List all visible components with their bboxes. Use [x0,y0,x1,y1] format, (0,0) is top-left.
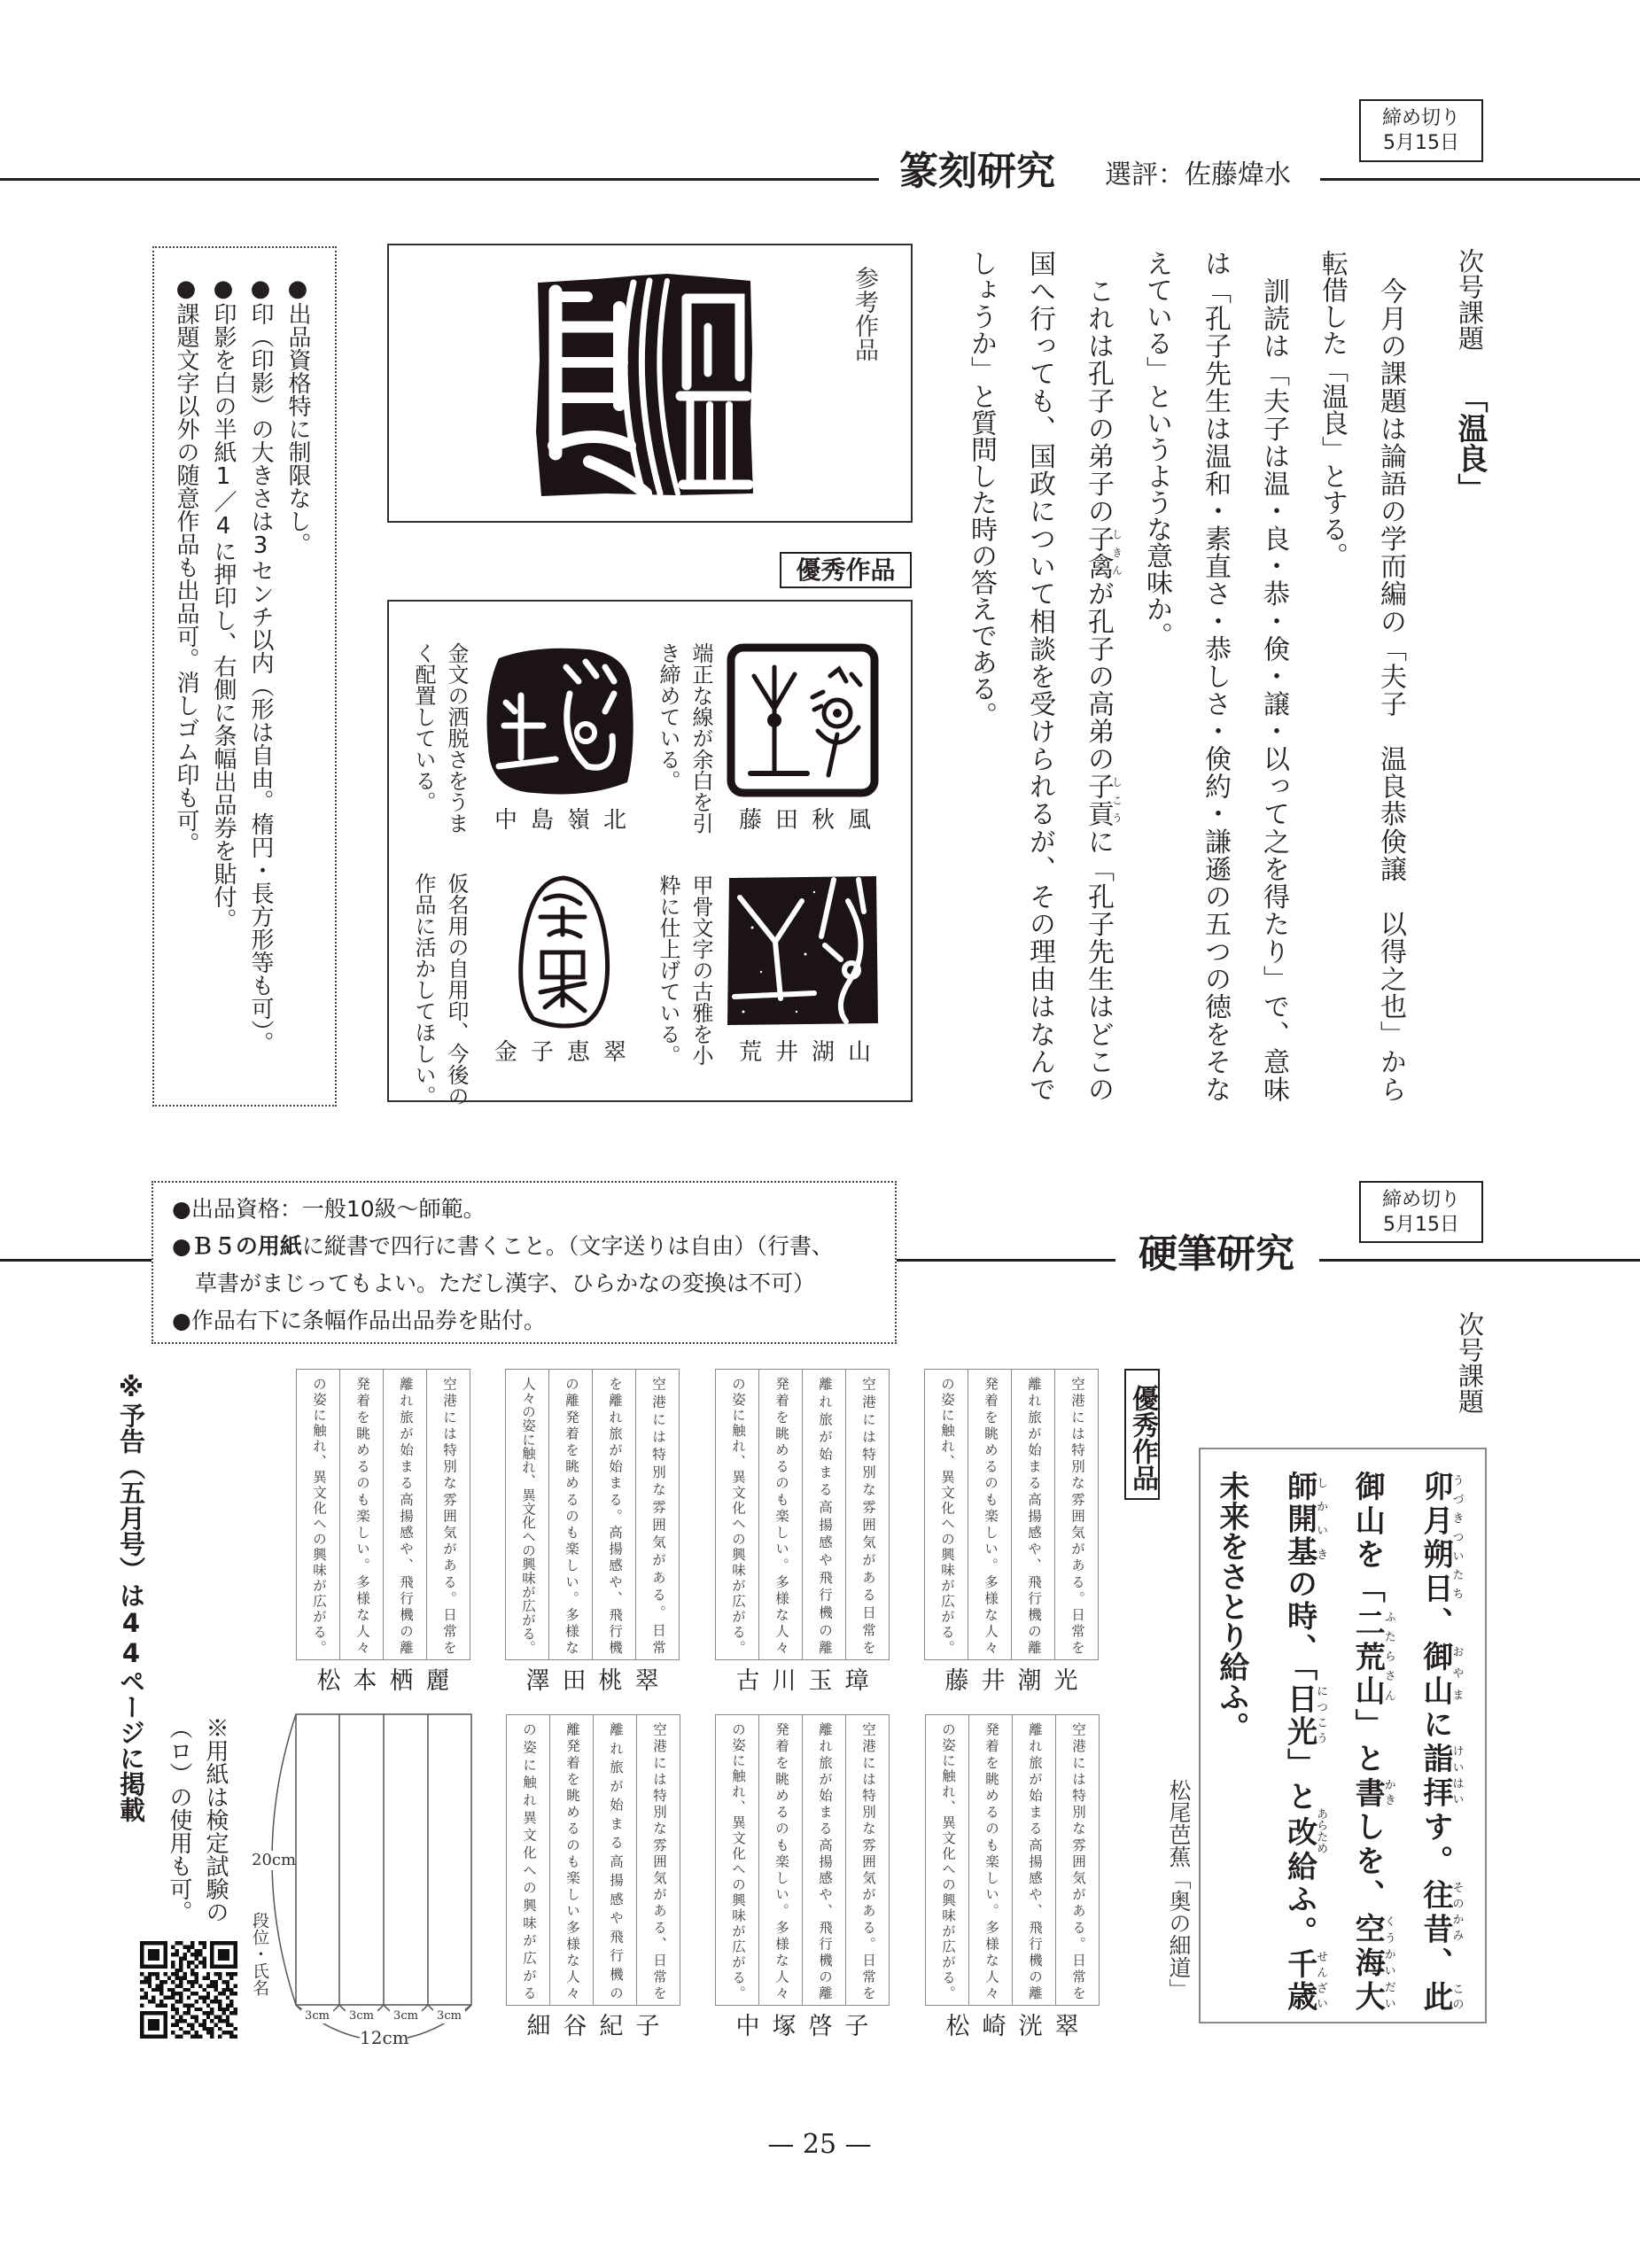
ruby-reading: しきん [1110,524,1123,579]
text-segment: 」と [1281,1748,1317,1814]
ruby-reading: につこう [1314,1682,1328,1746]
requirement-continuation: 草書がまじってもよい。ただし漢字、ひらかなの変換は不可） [195,1270,816,1296]
page-number-dash: — [767,2129,795,2160]
section-title-tenkoku: 篆刻研究 [899,149,1055,194]
work-author: 松崎洸翠 [945,2013,1092,2040]
requirement-item: ●出品資格特に制限なし。 [284,276,311,555]
ruby-reading: うづきついたち [1450,1471,1464,1604]
kohitsu-deadline-box [1359,1181,1483,1243]
ruby-reading: この [1450,1981,1464,2012]
deadline-label: 締め切り [1381,1189,1460,1211]
poem-line [1197,1471,1265,2011]
ruby-reading: あらため [1314,1807,1328,1854]
work-author: 藤田秋風 [739,807,885,834]
handwritten-line: 発着を眺めるのも楽しい。多様な人々 [968,1715,1012,2005]
work-author: 荒井湖山 [739,1039,885,1066]
ruby-reading: おやま [1450,1641,1464,1705]
work-sheet [506,1714,680,2006]
ruby-reading: せんざい [1314,1948,1328,2011]
text-segment: 」と [1349,1708,1386,1777]
ruby-word [1349,1606,1395,1709]
handwritten-line: の姿に触れ、異文化への興味が広がる。 [940,1722,956,2000]
section-rule-left [0,178,879,181]
page-number [731,2131,908,2159]
ruby-word [1418,1743,1464,1812]
comment-line: 端正な線が余白を引 [688,642,713,834]
tenkoku-deadline-box [1359,99,1483,162]
reference-work-box [387,244,913,523]
handwritten-line: 空港には特別な雰囲気がある、日常を [636,1715,680,2005]
ruby-reading: しかいき [1314,1471,1328,1566]
description-line: は「孔子先生は温和・素直さ・恭しさ・倹約・謙遜の五つの徳をそな [1200,250,1231,1102]
judge-credit: 選評：佐藤煒水 [1105,159,1291,190]
work-comment [651,874,717,1096]
seal-impression-kaneko-icon [514,873,614,1029]
handwritten-line: 空港には特別な雰囲気がある。日常 [635,1370,679,1659]
requirement-item: ●印（印影）の大きさは3センチ以内（形は自由。楕円・長方形等も可）。 [247,276,274,1054]
ruby-reading: しこう [1110,773,1123,827]
work-comment [407,873,472,1105]
diagram-column-width-label: 3cm [390,2009,422,2023]
work-sheet [715,1369,890,1660]
next-topic-label: 次号課題 [1455,248,1485,351]
ruby-base: 御山 [1418,1641,1453,1709]
description-line: 訓読は「夫子は温・良・恭・倹・譲・以って之を得たり」で、意味 [1258,250,1289,1102]
text-segment: 、 [1418,1946,1453,1982]
comment-line: く配置している。 [411,642,436,812]
ruby-reading: けいはい [1450,1743,1464,1807]
handwritten-line: 発着を眺めるのも楽しい。多様な人々 [758,1715,802,2005]
handwritten-line: 空港には特別な雰囲気がある。日常を [426,1370,470,1659]
requirement-item: ●印影を白の半紙1／4に押印し、右側に条幅出品券を貼付。 [210,276,237,931]
text-segment: これは孔子の弟子の [1083,250,1114,525]
ruby-base: 子貢 [1083,773,1114,828]
poem-attribution: 松尾芭蕉「奥の細道」 [1166,1779,1192,2000]
work-sheet [505,1369,680,1660]
ruby-word [1083,524,1123,580]
work-sheet [924,1369,1099,1660]
deadline-date: 5月15日 [1383,132,1459,154]
description-line: 国へ行っても、国政について相談を受けられるが、その理由はなんで [1024,250,1055,1102]
text-segment: 御山を「 [1349,1471,1386,1607]
requirement-item [172,1228,895,1265]
comment-line: き締めている。 [656,642,680,791]
tenkoku-description [952,250,1419,1102]
handwritten-line: の姿に触れ、異文化への興味が広がる。 [730,1377,746,1654]
handwritten-line: の姿に触れ、異文化への興味が広がる。 [939,1377,955,1654]
tenkoku-requirements-box [152,246,337,1107]
seal-impression-fujita-icon [726,642,880,798]
diagram-total-width-label: 12cm [360,2027,409,2048]
handwritten-line: 空港には特別な雰囲気がある。日常を [845,1715,889,2005]
work-author: 中島嶺北 [494,807,641,834]
handwritten-line: 離れ旅が始まる高揚感や、飛行機の離 [383,1370,426,1659]
reference-work-label: 参考作品 [851,266,878,361]
text-segment: に [1418,1708,1453,1744]
seal-impression-arai-icon [726,874,880,1025]
handwritten-line: 発着を眺めるのも楽しい。多様な人々 [758,1370,802,1659]
deadline-date: 5月15日 [1383,1214,1459,1236]
page-number-value: 25 [802,2129,837,2160]
handwritten-line: 離れ旅が始まる高揚感や、飛行機の離 [1012,1715,1055,2005]
excellent-works-label: 優秀作品 [1124,1369,1160,1500]
handwritten-line: の姿に触れ、異文化への興味が広がる。 [730,1722,746,2000]
ruby-reading: そのかみ [1450,1878,1464,1944]
description-line: しょうか」と質問した時の答えである。 [966,250,997,728]
next-issue-notice: ※予告（五月号）は44ページに掲載 [116,1372,146,1822]
ruby-base: 師開基 [1281,1471,1317,1569]
ruby-base: 往昔 [1418,1878,1453,1947]
ruby-base: 子禽 [1083,524,1114,580]
diagram-column-width-label: 3cm [433,2009,465,2023]
work-comment [407,642,472,864]
ruby-base: 詣拝 [1418,1743,1453,1812]
ruby-base: 空海大 [1349,1913,1386,2012]
text-segment: の時、「 [1281,1568,1317,1683]
requirement-item: ●出品資格：一般10級～師範。 [172,1196,486,1222]
ruby-base: 日光 [1281,1682,1317,1749]
section-title-kohitsu: 硬筆研究 [1139,1231,1294,1277]
section-rule-right [1320,178,1640,181]
handwritten-line: 離れ旅が始まる高揚感や飛行機の離 [802,1370,845,1659]
next-topic-title: 「温良」 [1452,383,1488,503]
bullet: ● [172,1233,191,1259]
ruby-base: 卯月朔日 [1418,1471,1453,1607]
work-sheet [296,1369,470,1660]
description-line: 今月の課題は論語の学而編の「夫子 温良恭倹譲 以得之也」から [1375,250,1406,1102]
next-topic-poem [1197,1471,1469,2011]
handwritten-line: の姿に触れ、異文化への興味が広がる。 [311,1377,327,1654]
handwritten-line: 離れ旅が始まる高揚感や飛行機の [593,1715,636,2005]
handwritten-line: の離発着を眺めるのも楽しい。多様な [548,1370,592,1659]
requirement-item: ●課題文字以外の随意作品も出品可。消しゴム印も可。 [173,276,199,855]
comment-line: 仮名用の自用印、今後の [444,873,469,1107]
next-topic-label: 次号課題 [1455,1311,1485,1414]
ruby-word [1083,773,1123,828]
text-segment: す。 [1418,1811,1453,1879]
ruby-word [1418,1981,1464,2012]
ruby-base: 改 [1281,1807,1317,1854]
text-segment: 未来をさとり給ふ。 [1213,1471,1249,1742]
kohitsu-requirements-box [152,1181,897,1344]
work-sheet [715,1714,890,2006]
ruby-base: 二荒山 [1349,1606,1386,1709]
handwritten-line: 空港には特別な雰囲気がある。日常を [1054,1370,1098,1659]
requirement-item: ●作品右下に条幅作品出品券を貼付。 [172,1308,546,1333]
work-author: 藤井潮光 [944,1667,1091,1695]
diagram-column-width-label: 3cm [301,2009,333,2023]
diagram-name-area-label: 段位・氏名 [250,1912,269,1996]
handwritten-line: 発着を眺めるのも楽しい。多様な人々 [968,1370,1011,1659]
ruby-base: 千歳 [1281,1948,1317,2011]
diagram-height-label: 20cm [252,1851,297,1869]
handwritten-line: 離発着を眺めるのも楽しい多様な人々 [549,1715,593,2005]
comment-line: 金文の洒脱さをうま [444,642,469,834]
text-segment: に「孔子先生はどこの [1083,827,1114,1103]
work-comment [651,642,717,864]
seal-impression-nakajima-icon [481,641,636,798]
work-author: 細谷紀子 [526,2013,672,2040]
poem-line [1333,1471,1402,2011]
excellent-works-label: 優秀作品 [780,552,912,588]
handwritten-line: 人々の姿に触れ、異文化への興味が広がる。 [520,1377,536,1654]
ruby-word [1281,1471,1328,1569]
ruby-word [1418,1641,1464,1709]
work-sheet [925,1714,1100,2006]
ruby-reading: ふたらさん [1381,1606,1395,1705]
paper-form-diagram [248,1705,487,2060]
ruby-word [1418,1878,1464,1947]
comment-line: 甲骨文字の古雅を小 [688,874,713,1066]
page-number-dash: — [844,2129,872,2160]
work-author: 中塚啓子 [735,2013,882,2040]
comment-line: 作品に活かしてほしい。 [411,873,436,1107]
description-line: 転借した「温良」とする。 [1317,250,1348,569]
ruby-base: 此 [1418,1981,1453,2012]
text-segment: 給ふ。 [1281,1848,1317,1949]
description-line [1069,250,1127,1102]
section-rule-right [1319,1259,1640,1262]
ruby-reading: くうかいだい [1381,1913,1395,2012]
handwritten-line: 発着を眺めるのも楽しい。多様な人々 [339,1370,383,1659]
handwritten-line: 空港には特別な雰囲気がある日常を [845,1370,889,1659]
qr-code-icon [140,1940,237,2039]
poem-line [1401,1471,1469,2011]
poem-line [1265,1471,1333,2011]
ruby-word [1349,1776,1395,1812]
paper-size-emphasis: Ｂ５の用紙 [190,1233,302,1259]
ruby-word [1418,1471,1464,1607]
work-author: 松本栖麗 [316,1667,462,1695]
paper-note-line: ※用紙は検定試験の [202,1716,229,1923]
requirements-list [167,276,316,1082]
paper-note-line: （ロ）の使用も可。 [166,1716,192,1923]
paper-note [160,1716,233,1946]
handwritten-line: の姿に触れ異文化への興味が広がる [521,1722,537,2000]
seal-impression-reference-icon [534,272,753,496]
handwritten-line: 離れ旅が始まる高揚感や、飛行機の離 [1011,1370,1054,1659]
handwritten-line: 空港には特別な雰囲気がある。日常を [1055,1715,1099,2005]
diagram-column-width-label: 3cm [346,2009,377,2023]
ruby-base: 書 [1349,1776,1386,1812]
text-segment: が孔子の高弟の [1083,579,1114,773]
handwritten-line: を離れ旅が始まる。高揚感や、飛行機 [592,1370,635,1659]
deadline-label: 締め切り [1381,107,1460,129]
work-author: 澤田桃翠 [525,1667,672,1695]
ruby-word [1281,1807,1328,1854]
text-segment: 、 [1418,1606,1453,1642]
work-author: 金子恵翠 [494,1039,641,1066]
text-segment: しを、 [1349,1811,1386,1914]
handwritten-line: 離れ旅が始まる高揚感や、飛行機の離 [802,1715,845,2005]
excellent-works-box [387,600,913,1107]
ruby-word [1281,1948,1328,2011]
ruby-word [1281,1682,1328,1749]
work-author: 古川玉璋 [735,1667,882,1695]
comment-line: 粋に仕上げている。 [656,874,680,1066]
ruby-word [1349,1913,1395,2012]
ruby-reading: かき [1381,1776,1395,1807]
description-line: えている」というような意味か。 [1141,250,1172,649]
requirement-text: に縦書で四行に書くこと。（文字送りは自由）（行書、 [301,1233,834,1259]
